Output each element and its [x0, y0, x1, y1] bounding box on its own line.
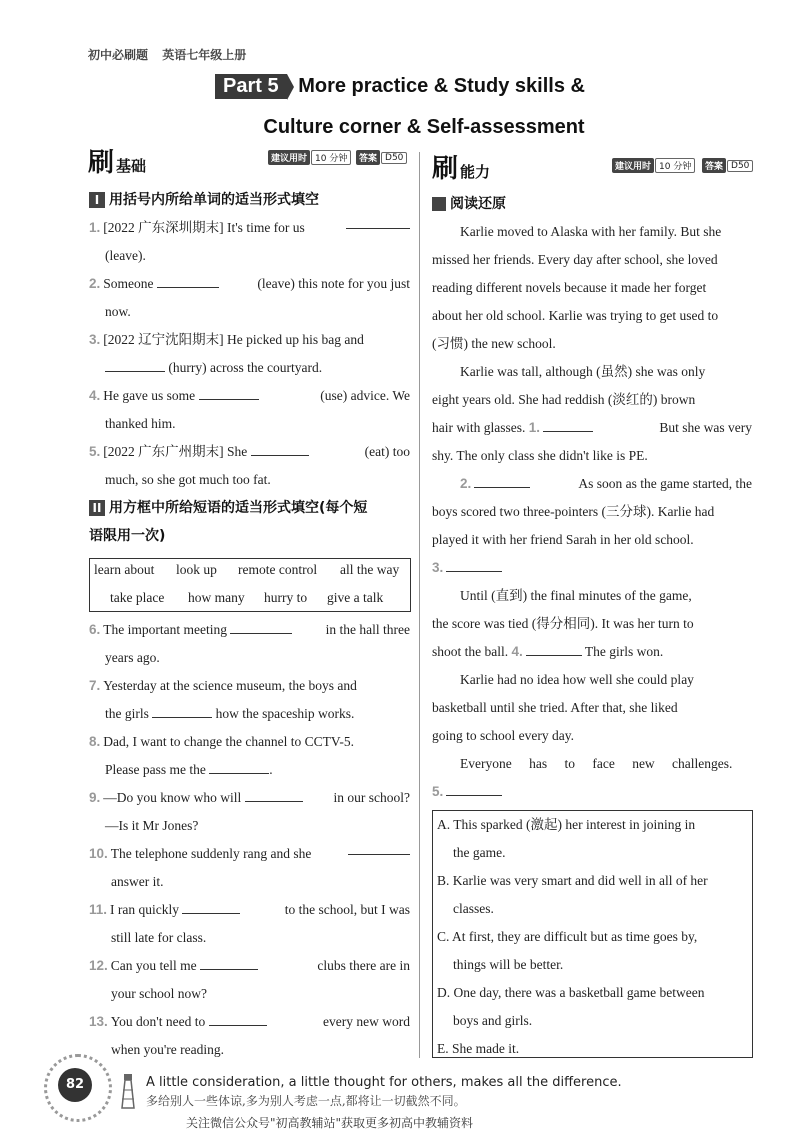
option-c: C. At first, they are difficult but as time goes by, — [437, 929, 698, 944]
question-text: The telephone suddenly rang and she — [110, 846, 312, 861]
passage-text: shoot the ball. — [432, 644, 509, 659]
phrase: look up — [176, 562, 217, 577]
passage-line-blank2 — [432, 470, 752, 498]
part2-title-2: 语限用一次) — [89, 528, 166, 544]
question-text: years ago. — [105, 650, 160, 665]
page-title-line1 — [0, 74, 800, 99]
option-d: D. One day, there was a basketball game between — [437, 985, 705, 1000]
question-text: He gave us some — [103, 388, 196, 403]
question-1 — [89, 214, 410, 242]
blank-number: 5. — [432, 784, 444, 799]
part-badge: Part 5 — [215, 74, 287, 99]
question-number: 3. — [89, 332, 101, 347]
option-a-cont: the game. — [453, 845, 506, 860]
question-number: 4. — [89, 388, 101, 403]
question-text: every new word — [323, 1014, 410, 1029]
question-3 — [89, 326, 410, 354]
answer-blank[interactable] — [157, 273, 219, 288]
passage-line: shy. The only class she didn't like is PE. — [432, 448, 648, 463]
answer-blank[interactable] — [230, 619, 292, 634]
question-9 — [89, 784, 410, 812]
passage-text: But she was very — [659, 420, 752, 435]
section-square-icon — [432, 197, 446, 211]
page-title-line2: Culture corner & Self-assessment — [263, 116, 585, 138]
title-text-1: More practice & Study skills & — [298, 75, 585, 97]
question-12 — [89, 952, 410, 980]
time-label: 建议用时 — [612, 158, 654, 173]
section-label: 基础 — [116, 157, 147, 175]
passage-line-blank1 — [432, 414, 752, 442]
passage-line: Karlie moved to Alaska with her family. But she — [460, 224, 722, 239]
passage-text: The girls won. — [584, 644, 664, 659]
question-text: (leave). — [105, 248, 146, 263]
answer-blank[interactable] — [543, 417, 593, 432]
option-b: B. Karlie was very smart and did well in all of her — [437, 873, 708, 888]
answer-blank[interactable] — [152, 703, 212, 718]
footer-quote-cn: 多给别人一些体谅,多为别人考虑一点,都将让一切截然不同。 — [146, 1094, 466, 1108]
options-box — [432, 810, 753, 1058]
answer-blank[interactable] — [182, 899, 240, 914]
question-number: 9. — [89, 790, 101, 805]
option-e: E. She made it. — [437, 1041, 520, 1056]
question-text: thanked him. — [105, 416, 176, 431]
answer-blank[interactable] — [346, 214, 410, 229]
answer-blank[interactable] — [526, 641, 582, 656]
question-text: [2022 广东深圳期末] It's time for us — [103, 220, 305, 235]
question-text: (use) advice. We — [320, 388, 410, 403]
question-text: Please pass me the — [105, 762, 206, 777]
question-text: Can you tell me — [110, 958, 197, 973]
question-text: when you're reading. — [111, 1042, 225, 1057]
answer-blank[interactable] — [209, 1011, 267, 1026]
question-11 — [89, 896, 410, 924]
answer-blank[interactable] — [348, 840, 410, 855]
question-8-cont — [89, 756, 410, 784]
question-text: I ran quickly — [110, 902, 180, 917]
question-8 — [89, 728, 410, 756]
question-text: —Is it Mr Jones? — [105, 818, 199, 833]
question-text: much, so she got much too fat. — [105, 472, 271, 487]
right-column — [432, 190, 752, 806]
answer-label: 答案 — [356, 150, 380, 165]
answer-page: D50 — [381, 152, 407, 164]
blank-number: 3. — [432, 560, 444, 575]
phrase: all the way — [340, 562, 400, 577]
phrase: remote control — [238, 562, 318, 577]
option-c-cont: things will be better. — [453, 957, 564, 972]
answer-page: D50 — [727, 160, 753, 172]
question-text: —Do you know who will — [103, 790, 242, 805]
question-7 — [89, 672, 410, 700]
passage-line: boys scored two three-pointers (三分球). Karlie had — [432, 504, 715, 519]
question-text: still late for class. — [111, 930, 207, 945]
answer-blank[interactable] — [474, 473, 530, 488]
running-header — [88, 46, 256, 63]
left-column-part2 — [89, 616, 410, 1064]
passage-line: Karlie was tall, although (虽然) she was only — [460, 364, 706, 379]
answer-blank[interactable] — [446, 557, 502, 572]
passage-line: Until (直到) the final minutes of the game, — [460, 588, 692, 603]
reading-title: 阅读还原 — [450, 196, 506, 212]
question-number: 10. — [89, 846, 108, 861]
passage-line: played it with her friend Sarah in her old school. — [432, 532, 694, 547]
phrase: hurry to — [264, 590, 308, 605]
question-number: 6. — [89, 622, 101, 637]
option-d-cont: boys and girls. — [453, 1013, 533, 1028]
question-number: 11. — [89, 902, 108, 917]
question-text: in the hall three — [325, 622, 410, 637]
phrase: give a talk — [327, 590, 384, 605]
question-text: Someone — [103, 276, 154, 291]
question-number: 2. — [89, 276, 101, 291]
time-value: 10 分钟 — [655, 158, 695, 173]
question-number: 7. — [89, 678, 101, 693]
question-text: [2022 辽宁沈阳期末] He picked up his bag and — [103, 332, 364, 347]
question-number: 8. — [89, 734, 101, 749]
answer-chip — [702, 158, 753, 173]
answer-blank[interactable] — [200, 955, 258, 970]
time-chip — [612, 158, 695, 173]
passage-line: Everyone has to face new challenges. — [460, 756, 733, 771]
question-number: 1. — [89, 220, 101, 235]
answer-label: 答案 — [702, 158, 726, 173]
passage-line: Karlie had no idea how well she could play — [460, 672, 694, 687]
passage-line: going to school every day. — [432, 728, 574, 743]
basic-section-heading — [88, 142, 146, 179]
question-text: Dad, I want to change the channel to CCTV-5. — [103, 734, 354, 749]
question-2 — [89, 270, 410, 298]
passage-line: reading different novels because it made her forget — [432, 280, 707, 295]
part2-heading — [89, 494, 410, 550]
part2-title-1: 用方框中所给短语的适当形式填空(每个短 — [109, 500, 368, 516]
passage-line: (习惯) the new school. — [432, 336, 556, 351]
passage-text: hair with glasses. — [432, 420, 526, 435]
blank-number: 2. — [460, 476, 472, 491]
option-b-cont: classes. — [453, 901, 494, 916]
section-label: 能力 — [460, 163, 491, 181]
question-text: [2022 广东广州期末] She — [103, 444, 248, 459]
passage-line: eight years old. She had reddish (淡红的) brown — [432, 392, 696, 407]
answer-blank[interactable] — [105, 357, 165, 372]
question-5 — [89, 438, 410, 466]
page-number: 82 — [58, 1068, 92, 1102]
phrase: how many — [188, 590, 245, 605]
phrase: take place — [110, 590, 165, 605]
reading-heading — [432, 190, 752, 218]
answer-blank[interactable] — [251, 441, 309, 456]
question-number: 5. — [89, 444, 101, 459]
time-label: 建议用时 — [268, 150, 310, 165]
question-number: 12. — [89, 958, 108, 973]
passage-line: missed her friends. Every day after school, she loved — [432, 252, 718, 267]
footer-quote-en: A little consideration, a little thought for others, makes all the difference. — [146, 1075, 622, 1090]
question-text: (hurry) across the courtyard. — [168, 360, 323, 375]
lighthouse-icon — [116, 1072, 140, 1112]
roman-numeral: II — [89, 500, 105, 516]
answer-blank[interactable] — [209, 759, 269, 774]
question-text: (leave) this note for you just — [257, 276, 410, 291]
passage-line: the score was tied (得分相同). It was her turn to — [432, 616, 694, 631]
passage-line-blank4 — [432, 638, 752, 666]
question-10 — [89, 840, 410, 868]
left-column — [89, 186, 410, 550]
question-text: now. — [105, 304, 131, 319]
question-text: to the school, but I was — [284, 902, 410, 917]
time-value: 10 分钟 — [311, 150, 351, 165]
time-chip — [268, 150, 351, 165]
question-13 — [89, 1008, 410, 1036]
phrase: learn about — [94, 562, 155, 577]
section-big-char: 刷 — [432, 154, 459, 184]
question-text: in our school? — [333, 790, 410, 805]
question-text: clubs there are in — [317, 958, 410, 973]
passage-line-blank5 — [432, 778, 752, 806]
part1-title: 用括号内所给单词的适当形式填空 — [109, 192, 319, 208]
answer-blank[interactable] — [446, 781, 502, 796]
question-4 — [89, 382, 410, 410]
passage-line: about her old school. Karlie was trying to get used to — [432, 308, 719, 323]
roman-numeral: I — [89, 192, 105, 208]
question-text: answer it. — [111, 874, 164, 889]
answer-blank[interactable] — [245, 787, 303, 802]
question-text: . — [269, 762, 273, 777]
section-big-char: 刷 — [88, 148, 115, 178]
blank-number: 4. — [511, 644, 523, 659]
question-3-cont — [89, 354, 410, 382]
phrase-box — [89, 558, 411, 612]
passage-line: basketball until she tried. After that, she liked — [432, 700, 678, 715]
series-name: 初中必刷题 — [88, 48, 149, 62]
question-text: Yesterday at the science museum, the boys and — [103, 678, 357, 693]
ability-section-heading — [432, 148, 490, 185]
answer-chip — [356, 150, 407, 165]
passage-text: As soon as the game started, the — [578, 476, 752, 491]
question-6 — [89, 616, 410, 644]
question-number: 13. — [89, 1014, 108, 1029]
option-a: A. This sparked (激起) her interest in joining in — [437, 817, 696, 832]
passage-line-blank3 — [432, 554, 752, 582]
blank-number: 1. — [528, 420, 541, 435]
question-text: the girls — [105, 706, 149, 721]
question-7-cont — [89, 700, 410, 728]
answer-blank[interactable] — [199, 385, 259, 400]
question-text: (eat) too — [364, 444, 410, 459]
question-text: your school now? — [111, 986, 207, 1001]
question-text: The important meeting — [103, 622, 227, 637]
question-text: how the spaceship works. — [215, 706, 355, 721]
subject-name: 英语七年级上册 — [162, 48, 247, 62]
part1-heading — [89, 186, 410, 214]
question-text: You don't need to — [110, 1014, 206, 1029]
footer-notice: 关注微信公众号"初高教辅站"获取更多初高中教辅资料 — [186, 1116, 474, 1130]
column-divider — [419, 152, 420, 1058]
